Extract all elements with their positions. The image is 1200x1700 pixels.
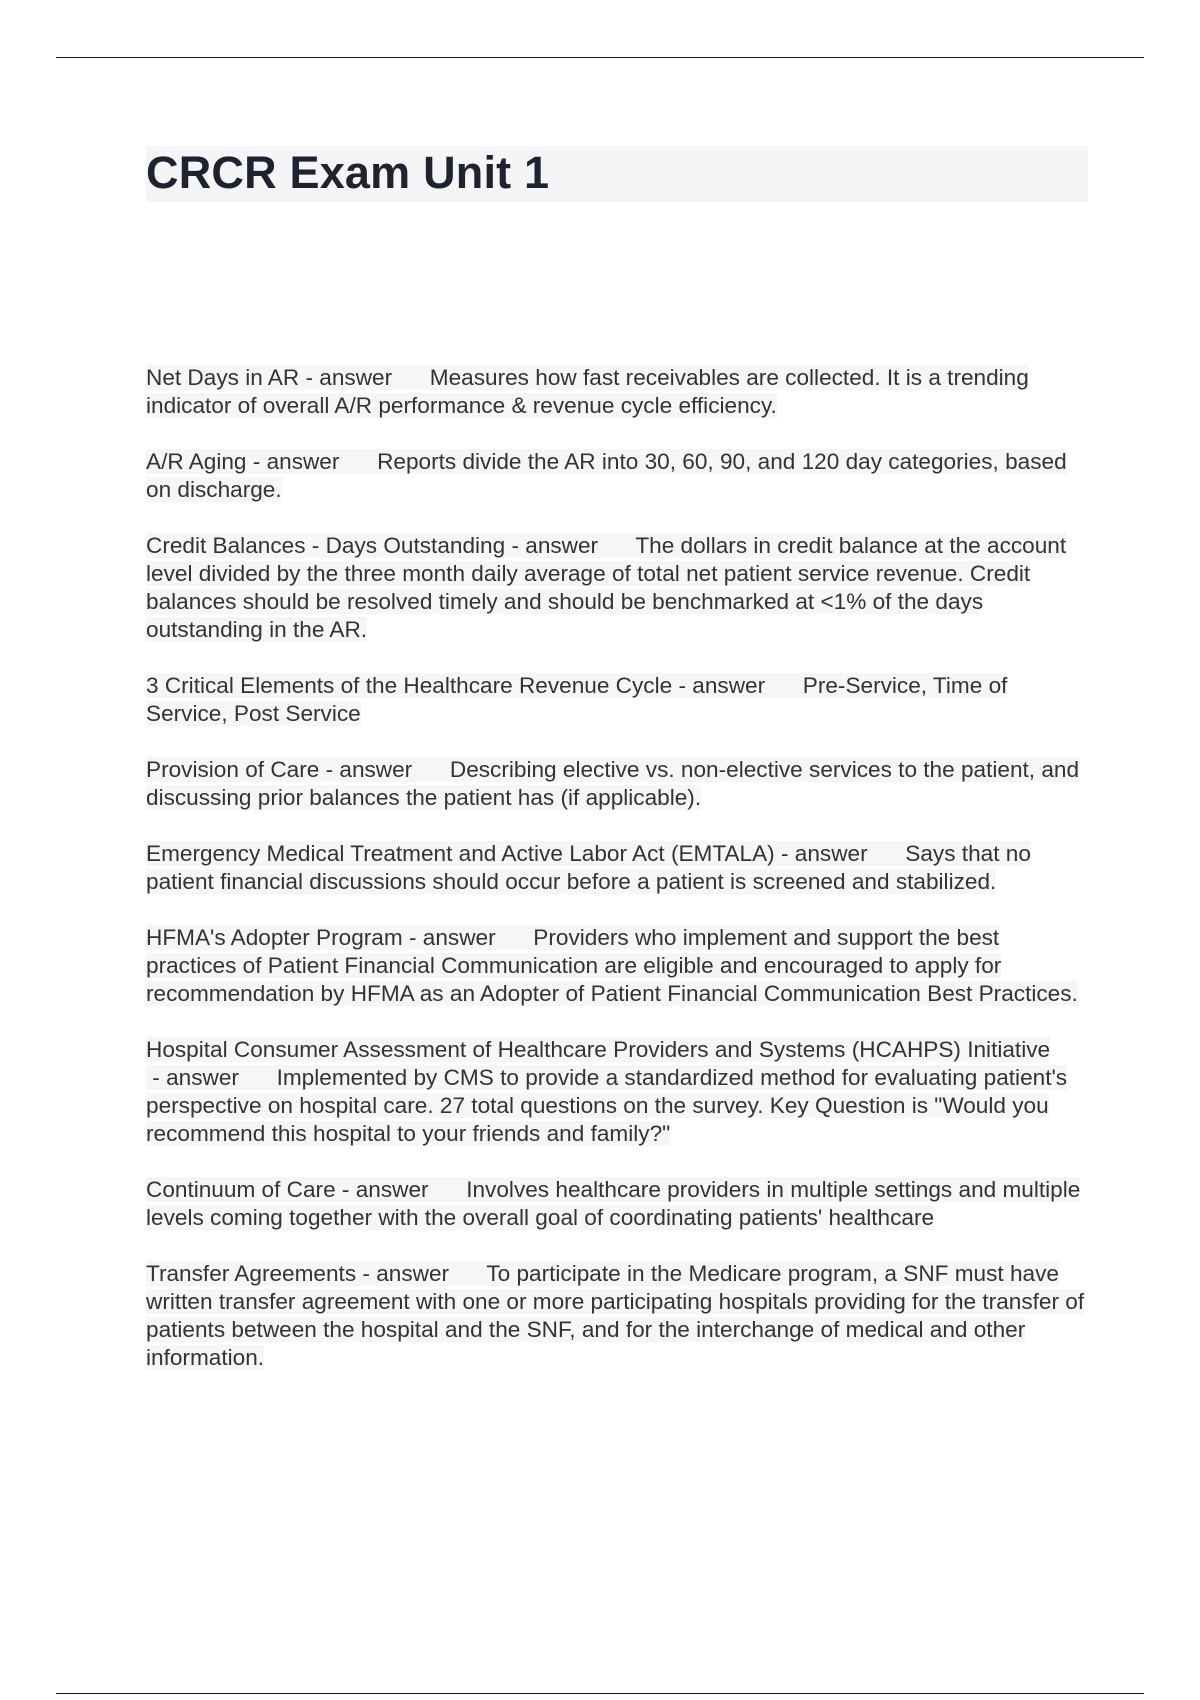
flashcard	[146, 672, 1086, 728]
answer-separator: - answer	[146, 1065, 277, 1090]
page-title: CRCR Exam Unit 1	[146, 147, 550, 198]
flashcard	[146, 1176, 1086, 1232]
card-term: Hospital Consumer Assessment of Healthcare Providers and Systems (HCAHPS) Initiative	[146, 1037, 1051, 1062]
card-definition: Says that no patient financial discussions should occur before a patient is screened and stabilized.	[146, 841, 1031, 894]
card-definition: The dollars in credit balance at the account level divided by the three month daily average of total net patient service revenue. Credit balances should be resolved timely and should be benchmarked at <1% of the days outstanding in the AR.	[146, 533, 1067, 642]
bottom-rule	[56, 1693, 1144, 1694]
card-term: 3 Critical Elements of the Healthcare Revenue Cycle	[146, 673, 673, 698]
card-term: Transfer Agreements	[146, 1261, 357, 1286]
answer-separator: - answer	[774, 841, 906, 866]
answer-separator: - answer	[299, 365, 430, 390]
card-term: A/R Aging	[146, 449, 247, 474]
flashcard	[146, 924, 1086, 1008]
card-definition: Reports divide the AR into 30, 60, 90, and 120 day categories, based on discharge.	[146, 449, 1067, 502]
card-term: HFMA's Adopter Program	[146, 925, 403, 950]
card-definition: Providers who implement and support the best practices of Patient Financial Communication are eligible and encouraged to apply for recommendation by HFMA as an Adopter of Patient Financial Communication Best Practices.	[146, 925, 1078, 1006]
card-definition: Pre-Service, Time of Service, Post Service	[146, 673, 1008, 726]
flashcard	[146, 756, 1086, 812]
card-definition: To participate in the Medicare program, a SNF must have written transfer agreement with one or more participating hospitals providing for the transfer of patients between the hospital and the SNF, and for the interchange of medical and other information.	[146, 1261, 1085, 1370]
card-term: Net Days in AR	[146, 365, 300, 390]
card-definition: Measures how fast receivables are collected. It is a trending indicator of overall A/R performance & revenue cycle efficiency.	[146, 365, 1029, 418]
top-rule	[56, 57, 1144, 58]
card-definition: Implemented by CMS to provide a standardized method for evaluating patient's perspective on hospital care. 27 total questions on the survey. Key Question is "Would you recommend this hospital to your friends and family?"	[146, 1065, 1068, 1146]
answer-separator: - answer	[402, 925, 534, 950]
card-definition: Describing elective vs. non-elective services to the patient, and discussing prior balances the patient has (if applicable).	[146, 757, 1080, 810]
answer-separator: - answer	[505, 533, 636, 558]
card-term: Provision of Care	[146, 757, 320, 782]
flashcard	[146, 532, 1086, 644]
flashcard-list	[146, 364, 1086, 1400]
card-term: Emergency Medical Treatment and Active Labor Act (EMTALA)	[146, 841, 775, 866]
answer-separator: - answer	[335, 1177, 467, 1202]
answer-separator: - answer	[672, 673, 803, 698]
answer-separator: - answer	[356, 1261, 487, 1286]
flashcard	[146, 364, 1086, 420]
card-term: Continuum of Care	[146, 1177, 336, 1202]
flashcard	[146, 1036, 1086, 1148]
flashcard	[146, 840, 1086, 896]
answer-separator: - answer	[319, 757, 450, 782]
card-term: Credit Balances - Days Outstanding	[146, 533, 506, 558]
card-definition: Involves healthcare providers in multiple settings and multiple levels coming together with the overall goal of coordinating patients' healthcare	[146, 1177, 1081, 1230]
flashcard	[146, 1260, 1086, 1372]
flashcard	[146, 448, 1086, 504]
answer-separator: - answer	[246, 449, 378, 474]
